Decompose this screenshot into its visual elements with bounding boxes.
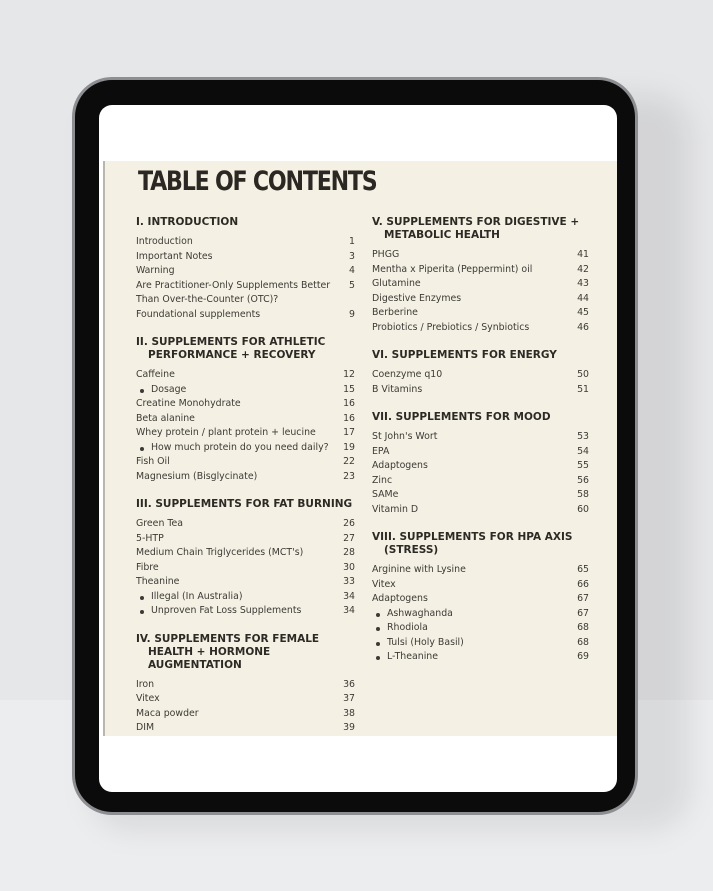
toc-entry[interactable]	[136, 517, 355, 532]
toc-entry[interactable]	[136, 235, 355, 250]
entry-title: Creatine Monohydrate	[136, 398, 241, 409]
entry-title: B Vitamins	[372, 383, 423, 395]
entry-title: St John's Wort	[372, 431, 438, 442]
entry-page-number: 53	[577, 431, 589, 442]
entry-title: Probiotics / Prebiotics / Synbiotics	[372, 321, 530, 333]
entry-page-number: 46	[577, 321, 589, 333]
entry-title: Green Tea	[136, 518, 184, 529]
toc-section	[372, 411, 589, 517]
entry-page-number: 67	[577, 607, 589, 619]
entry-title: Coenzyme q10	[372, 369, 443, 380]
toc-section	[372, 349, 589, 397]
entry-title: Foundational supplements	[136, 308, 261, 320]
entry-page-number: 65	[577, 564, 589, 575]
entry-title: Maca powder	[136, 707, 199, 719]
toc-entry[interactable]	[372, 459, 589, 474]
entry-title: Theanine	[136, 576, 180, 587]
toc-subentry[interactable]	[136, 441, 355, 456]
entry-page-number: 16	[343, 398, 355, 409]
toc-entry[interactable]	[136, 721, 355, 736]
toc-entry[interactable]	[372, 292, 589, 307]
entry-title: Vitex	[372, 578, 396, 590]
toc-entry[interactable]	[372, 430, 589, 445]
entry-title: Fibre	[136, 561, 159, 573]
entry-title: 5-HTP	[136, 532, 164, 544]
entry-page-number: 1	[349, 236, 355, 247]
section-heading: I. INTRODUCTION	[136, 216, 239, 228]
entry-page-number: 55	[577, 460, 589, 471]
toc-entry[interactable]	[372, 383, 589, 398]
entry-title: How much protein do you need daily?	[136, 441, 329, 456]
entry-page-number: 3	[349, 250, 355, 262]
toc-subentry[interactable]	[136, 604, 355, 619]
toc-column-left	[136, 216, 355, 750]
entry-page-number: 50	[577, 369, 589, 380]
toc-section	[372, 216, 589, 335]
toc-entry[interactable]	[372, 563, 589, 578]
entry-title: Adaptogens	[372, 460, 428, 471]
entry-title: Fish Oil	[136, 456, 170, 467]
entry-title: Illegal (In Australia)	[136, 590, 243, 605]
toc-entry[interactable]	[136, 397, 355, 412]
entry-page-number: 23	[343, 470, 355, 482]
toc-section	[136, 633, 355, 736]
entry-title: Tulsi (Holy Basil)	[372, 636, 464, 651]
entry-title: SAMe	[372, 489, 399, 500]
entry-title: EPA	[372, 445, 390, 457]
toc-subentry[interactable]	[136, 383, 355, 398]
entry-page-number: 68	[577, 622, 589, 633]
entry-title: Iron	[136, 678, 155, 690]
entry-title: Zinc	[372, 474, 393, 486]
section-heading: III. SUPPLEMENTS FOR FAT BURNING	[136, 498, 353, 510]
section-heading: VIII. SUPPLEMENTS FOR HPA AXIS (STRESS)	[372, 531, 573, 556]
entry-page-number: 39	[343, 722, 355, 733]
entry-page-number: 9	[349, 308, 355, 320]
document-page	[103, 161, 617, 736]
entry-title: L-Theanine	[372, 650, 438, 665]
toc-entry[interactable]	[372, 445, 589, 460]
toc-entry[interactable]	[372, 306, 589, 321]
toc-subentry[interactable]	[136, 590, 355, 605]
section-heading: II. SUPPLEMENTS FOR ATHLETIC PERFORMANCE + RECOVERY	[136, 336, 326, 361]
entry-page-number: 12	[343, 369, 355, 380]
toc-entry[interactable]	[136, 707, 355, 722]
entry-title: Medium Chain Triglycerides (MCT's)	[136, 547, 304, 558]
entry-page-number: 4	[349, 265, 355, 276]
toc-section	[136, 498, 355, 619]
toc-entry[interactable]	[136, 532, 355, 547]
toc-subentry[interactable]	[372, 621, 589, 636]
entry-title: Adaptogens	[372, 593, 428, 604]
toc-entry[interactable]	[136, 264, 355, 279]
entry-page-number: 15	[343, 383, 355, 395]
entry-title: Digestive Enzymes	[372, 292, 462, 304]
toc-entry[interactable]	[136, 368, 355, 383]
toc-entry[interactable]	[372, 263, 589, 278]
tablet-screen	[99, 105, 617, 792]
entry-title: Whey protein / plant protein + leucine	[136, 427, 316, 438]
toc-entry[interactable]	[136, 250, 355, 265]
toc-entry[interactable]	[136, 575, 355, 590]
toc-entry[interactable]	[136, 692, 355, 707]
toc-entry[interactable]	[372, 321, 589, 336]
page-title: TABLE OF CONTENTS	[138, 166, 377, 197]
toc-column-right	[372, 216, 589, 679]
entry-page-number: 43	[577, 278, 589, 289]
toc-entry[interactable]	[136, 412, 355, 427]
entry-page-number: 60	[577, 503, 589, 515]
entry-page-number: 34	[343, 605, 355, 616]
entry-page-number: 56	[577, 474, 589, 486]
toc-section	[372, 531, 589, 665]
toc-section	[136, 336, 355, 484]
toc-entry[interactable]	[136, 426, 355, 441]
toc-entry[interactable]	[372, 592, 589, 607]
toc-entry[interactable]	[136, 470, 355, 485]
toc-entry[interactable]	[136, 279, 355, 308]
entry-page-number: 30	[343, 561, 355, 573]
toc-subentry[interactable]	[372, 607, 589, 622]
entry-page-number: 33	[343, 576, 355, 587]
entry-page-number: 69	[577, 651, 589, 662]
entry-page-number: 66	[577, 578, 589, 590]
entry-page-number: 27	[343, 532, 355, 544]
toc-entry[interactable]	[372, 368, 589, 383]
entry-title: Caffeine	[136, 369, 175, 380]
entry-title: Unproven Fat Loss Supplements	[136, 604, 301, 619]
entry-title: DIM	[136, 722, 155, 733]
entry-title: Introduction	[136, 236, 193, 247]
toc-entry[interactable]	[372, 277, 589, 292]
toc-entry[interactable]	[372, 488, 589, 503]
toc-entry[interactable]	[136, 561, 355, 576]
entry-page-number: 5	[349, 279, 355, 291]
toc-section	[136, 216, 355, 322]
entry-page-number: 58	[577, 489, 589, 500]
entry-title: Arginine with Lysine	[372, 564, 466, 575]
entry-page-number: 54	[577, 445, 589, 457]
section-heading: VII. SUPPLEMENTS FOR MOOD	[372, 411, 551, 423]
entry-title: Rhodiola	[372, 621, 428, 636]
toc-entry[interactable]	[372, 248, 589, 263]
toc-entry[interactable]	[372, 474, 589, 489]
toc-entry[interactable]	[136, 308, 355, 323]
entry-page-number: 67	[577, 593, 589, 604]
entry-page-number: 41	[577, 249, 589, 260]
toc-subentry[interactable]	[372, 636, 589, 651]
entry-page-number: 68	[577, 636, 589, 648]
entry-title: Mentha x Piperita (Peppermint) oil	[372, 263, 533, 275]
toc-entry[interactable]	[136, 546, 355, 561]
section-heading: IV. SUPPLEMENTS FOR FEMALE HEALTH + HORMONE AUGMENTATION	[136, 632, 320, 671]
entry-page-number: 22	[343, 456, 355, 467]
entry-page-number: 19	[343, 441, 355, 453]
tablet-device	[72, 77, 638, 815]
entry-page-number: 16	[343, 412, 355, 424]
entry-title: Vitamin D	[372, 503, 419, 515]
entry-page-number: 34	[343, 590, 355, 602]
entry-title: Vitex	[136, 693, 160, 704]
section-heading: V. SUPPLEMENTS FOR DIGESTIVE + METABOLIC HEALTH	[372, 216, 580, 241]
section-heading: VI. SUPPLEMENTS FOR ENERGY	[372, 349, 557, 361]
entry-page-number: 38	[343, 707, 355, 719]
entry-title: Are Practitioner-Only Supplements Better Than Over-the-Counter (OTC)?	[136, 279, 331, 305]
entry-title: Important Notes	[136, 250, 213, 262]
entry-title: Magnesium (Bisglycinate)	[136, 470, 258, 482]
entry-page-number: 37	[343, 693, 355, 704]
entry-page-number: 44	[577, 292, 589, 304]
tablet-bezel	[75, 80, 635, 812]
toc-entry[interactable]	[136, 455, 355, 470]
toc-entry[interactable]	[372, 578, 589, 593]
entry-page-number: 26	[343, 518, 355, 529]
toc-entry[interactable]	[136, 678, 355, 693]
entry-title: Warning	[136, 265, 175, 276]
entry-title: Berberine	[372, 307, 418, 318]
entry-page-number: 36	[343, 678, 355, 690]
entry-title: PHGG	[372, 249, 400, 260]
entry-title: Glutamine	[372, 278, 421, 289]
toc-subentry[interactable]	[372, 650, 589, 665]
entry-page-number: 42	[577, 263, 589, 275]
entry-page-number: 28	[343, 547, 355, 558]
entry-title: Beta alanine	[136, 412, 195, 424]
entry-page-number: 17	[343, 427, 355, 438]
entry-title: Ashwaghanda	[372, 607, 453, 622]
entry-title: Dosage	[136, 383, 186, 398]
toc-entry[interactable]	[372, 503, 589, 518]
entry-page-number: 45	[577, 307, 589, 318]
entry-page-number: 51	[577, 383, 589, 395]
